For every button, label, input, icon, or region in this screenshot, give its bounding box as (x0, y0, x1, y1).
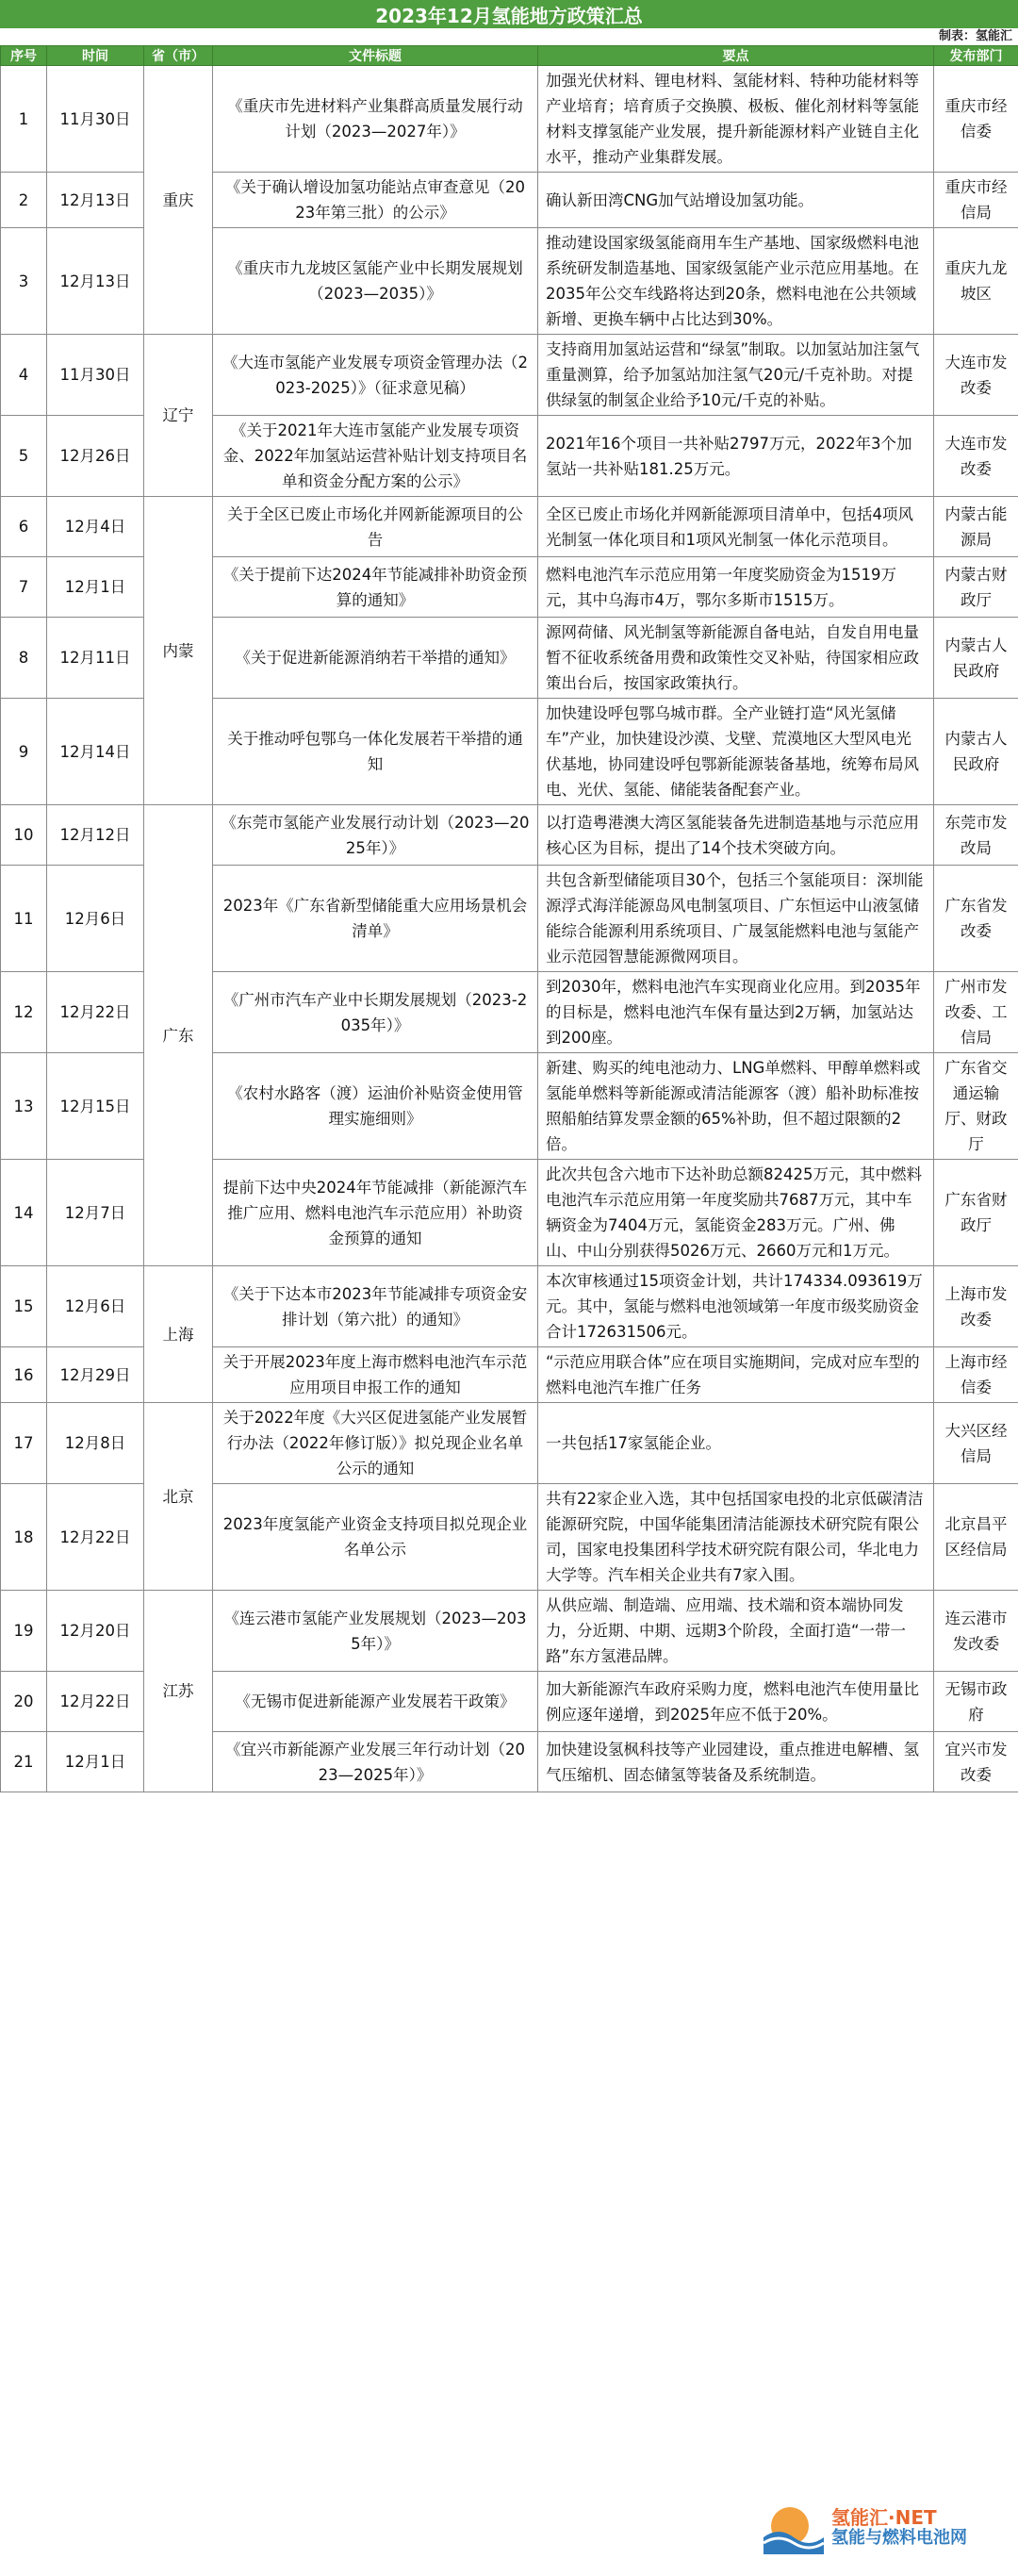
key-points: 从供应端、制造端、应用端、技术端和资本端协同发力，分近期、中期、远期3个阶段，全面打造“一带一路”东方氢港品牌。 (538, 1591, 934, 1672)
row-date: 12月13日 (47, 228, 144, 335)
row-number: 1 (1, 66, 47, 173)
issuing-department: 重庆九龙坡区 (934, 228, 1018, 335)
table-body (1, 66, 1018, 1792)
row-date: 12月6日 (47, 866, 144, 972)
header-date: 时间 (47, 46, 144, 66)
header-dept: 发布部门 (934, 46, 1018, 66)
key-points: 推动建设国家级氢能商用车生产基地、国家级燃料电池系统研发制造基地、国家级氢能产业示范应用基地。在2035年公交车线路将达到20条，燃料电池在公共领域新增、更换车辆中占比达到30%。 (538, 228, 934, 335)
table-row (1, 335, 1018, 416)
province-cell: 上海 (144, 1266, 213, 1403)
document-title: 《重庆市先进材料产业集群高质量发展行动计划（2023—2027年）》 (213, 66, 538, 173)
document-title: 《大连市氢能产业发展专项资金管理办法（2023-2025）》（征求意见稿） (213, 335, 538, 416)
row-number: 5 (1, 416, 47, 497)
document-title: 《东莞市氢能产业发展行动计划（2023—2025年）》 (213, 805, 538, 866)
wave-logo-icon (760, 2500, 826, 2556)
key-points: 到2030年，燃料电池汽车实现商业化应用。到2035年的目标是，燃料电池汽车保有量达到2万辆，加氢站达到200座。 (538, 972, 934, 1053)
document-title: 关于全区已废止市场化并网新能源项目的公告 (213, 497, 538, 557)
row-date: 12月4日 (47, 497, 144, 557)
key-points: 新建、购买的纯电池动力、LNG单燃料、甲醇单燃料或氢能单燃料等新能源或清洁能源客（渡）船补助标准按照船舶结算发票金额的65%补助，但不超过限额的2倍。 (538, 1053, 934, 1160)
issuing-department: 宜兴市发改委 (934, 1732, 1018, 1792)
policy-table (0, 45, 1018, 1792)
key-points: 共有22家企业入选，其中包括国家电投的北京低碳清洁能源研究院，中国华能集团清洁能源技术研究院有限公司，国家电投集团科学技术研究院有限公司，华北电力大学等。汽车相关企业共有7家入围。 (538, 1484, 934, 1591)
document-title: 2023年《广东省新型储能重大应用场景机会清单》 (213, 866, 538, 972)
key-points: 加强光伏材料、锂电材料、氢能材料、特种功能材料等产业培育；培育质子交换膜、极板、催化剂材料等氢能材料支撑氢能产业发展，提升新能源材料产业链自主化水平，推动产业集群发展。 (538, 66, 934, 173)
row-number: 7 (1, 557, 47, 618)
issuing-department: 无锡市政府 (934, 1672, 1018, 1732)
key-points: 加大新能源汽车政府采购力度，燃料电池汽车使用量比例应逐年递增，到2025年应不低于20%。 (538, 1672, 934, 1732)
issuing-department: 内蒙古财政厅 (934, 557, 1018, 618)
row-number: 16 (1, 1347, 47, 1403)
document-title: 《重庆市九龙坡区氢能产业中长期发展规划（2023—2035）》 (213, 228, 538, 335)
key-points: 燃料电池汽车示范应用第一年度奖励资金为1519万元，其中乌海市4万，鄂尔多斯市1515万。 (538, 557, 934, 618)
key-points: “示范应用联合体”应在项目实施期间，完成对应车型的燃料电池汽车推广任务 (538, 1347, 934, 1403)
row-number: 21 (1, 1732, 47, 1792)
document-title: 关于开展2023年度上海市燃料电池汽车示范应用项目申报工作的通知 (213, 1347, 538, 1403)
province-cell: 内蒙 (144, 497, 213, 805)
document-title: 《关于2021年大连市氢能产业发展专项资金、2022年加氢站运营补贴计划支持项目名单和资金分配方案的公示》 (213, 416, 538, 497)
document-title: 关于推动呼包鄂乌一体化发展若干举措的通知 (213, 699, 538, 805)
table-row (1, 1591, 1018, 1672)
row-date: 12月1日 (47, 557, 144, 618)
key-points: 共包含新型储能项目30个，包括三个氢能项目：深圳能源浮式海洋能源岛风电制氢项目、广东恒运中山液氢储能综合能源利用系统项目、广晟氢能燃料电池与氢能产业示范园智慧能源微网项目。 (538, 866, 934, 972)
header-province: 省（市） (144, 46, 213, 66)
row-number: 15 (1, 1266, 47, 1347)
key-points: 加快建设氢枫科技等产业园建设，重点推进电解槽、氢气压缩机、固态储氢等装备及系统制造。 (538, 1732, 934, 1792)
province-cell: 重庆 (144, 66, 213, 335)
row-number: 8 (1, 618, 47, 699)
issuing-department: 上海市经信委 (934, 1347, 1018, 1403)
row-date: 12月20日 (47, 1591, 144, 1672)
row-number: 3 (1, 228, 47, 335)
row-date: 12月13日 (47, 173, 144, 228)
document-title: 《连云港市氢能产业发展规划（2023—2035年）》 (213, 1591, 538, 1672)
row-date: 12月14日 (47, 699, 144, 805)
row-date: 12月6日 (47, 1266, 144, 1347)
watermark-site: 氢能与燃料电池网 (831, 2528, 967, 2549)
row-number: 17 (1, 1403, 47, 1484)
row-number: 11 (1, 866, 47, 972)
row-number: 10 (1, 805, 47, 866)
document-title: 《广州市汽车产业中长期发展规划（2023-2035年）》 (213, 972, 538, 1053)
document-title: 《宜兴市新能源产业发展三年行动计划（2023—2025年）》 (213, 1732, 538, 1792)
document-title: 《关于下达本市2023年节能减排专项资金安排计划（第六批）的通知》 (213, 1266, 538, 1347)
row-number: 18 (1, 1484, 47, 1591)
key-points: 一共包括17家氢能企业。 (538, 1403, 934, 1484)
key-points: 本次审核通过15项资金计划，共计174334.093619万元。其中，氢能与燃料电池领域第一年度市级奖励资金合计172631506元。 (538, 1266, 934, 1347)
province-cell: 广东 (144, 805, 213, 1266)
key-points: 加快建设呼包鄂乌城市群。全产业链打造“风光氢储车”产业，加快建设沙漠、戈壁、荒漠地区大型风电光伏基地，协同建设呼包鄂新能源装备基地，统筹布局风电、光伏、氢能、储能装备配套产业。 (538, 699, 934, 805)
issuing-department: 广东省交通运输厅、财政厅 (934, 1053, 1018, 1160)
row-date: 12月22日 (47, 1672, 144, 1732)
table-row (1, 497, 1018, 557)
province-cell: 北京 (144, 1403, 213, 1591)
row-number: 20 (1, 1672, 47, 1732)
key-points: 支持商用加氢站运营和“绿氢”制取。以加氢站加注氢气重量测算，给予加氢站加注氢气20元/千克补助。对提供绿氢的制氢企业给予10元/千克的补贴。 (538, 335, 934, 416)
row-number: 19 (1, 1591, 47, 1672)
row-number: 12 (1, 972, 47, 1053)
key-points: 全区已废止市场化并网新能源项目清单中，包括4项风光制氢一体化项目和1项风光制氢一体化示范项目。 (538, 497, 934, 557)
document-title: 2023年度氢能产业资金支持项目拟兑现企业名单公示 (213, 1484, 538, 1591)
document-title: 《农村水路客（渡）运油价补贴资金使用管理实施细则》 (213, 1053, 538, 1160)
issuing-department: 上海市发改委 (934, 1266, 1018, 1347)
issuing-department: 大连市发改委 (934, 416, 1018, 497)
issuing-department: 大连市发改委 (934, 335, 1018, 416)
table-row (1, 66, 1018, 173)
key-points: 确认新田湾CNG加气站增设加氢功能。 (538, 173, 934, 228)
site-watermark (760, 2485, 1014, 2570)
table-header-row (1, 46, 1018, 66)
header-title: 文件标题 (213, 46, 538, 66)
table-row (1, 1266, 1018, 1347)
document-title: 关于2022年度《大兴区促进氢能产业发展暂行办法（2022年修订版）》拟兑现企业名单公示的通知 (213, 1403, 538, 1484)
key-points: 2021年16个项目一共补贴2797万元，2022年3个加氢站一共补贴181.25万元。 (538, 416, 934, 497)
row-number: 6 (1, 497, 47, 557)
row-date: 12月15日 (47, 1053, 144, 1160)
key-points: 源网荷储、风光制氢等新能源自备电站，自发自用电量暂不征收系统备用费和政策性交叉补贴，待国家相应政策出台后，按国家政策执行。 (538, 618, 934, 699)
issuing-department: 广东省财政厅 (934, 1160, 1018, 1266)
key-points: 以打造粤港澳大湾区氢能装备先进制造基地与示范应用核心区为目标，提出了14个技术突破方向。 (538, 805, 934, 866)
key-points: 此次共包含六地市下达补助总额82425万元，其中燃料电池汽车示范应用第一年度奖励共7687万元，其中车辆资金为7404万元，氢能资金283万元。广州、佛山、中山分别获得5026万元、2660万元和1万元。 (538, 1160, 934, 1266)
issuing-department: 大兴区经信局 (934, 1403, 1018, 1484)
issuing-department: 内蒙古人民政府 (934, 618, 1018, 699)
row-date: 11月30日 (47, 335, 144, 416)
row-number: 9 (1, 699, 47, 805)
issuing-department: 内蒙古人民政府 (934, 699, 1018, 805)
province-cell: 江苏 (144, 1591, 213, 1792)
row-date: 12月11日 (47, 618, 144, 699)
row-date: 12月22日 (47, 972, 144, 1053)
table-row (1, 805, 1018, 866)
province-cell: 辽宁 (144, 335, 213, 497)
issuing-department: 重庆市经信委 (934, 66, 1018, 173)
row-date: 12月29日 (47, 1347, 144, 1403)
watermark-brand: 氢能汇·NET (831, 2506, 937, 2530)
issuing-department: 东莞市发改局 (934, 805, 1018, 866)
document-title: 提前下达中央2024年节能减排（新能源汽车推广应用、燃料电池汽车示范应用）补助资金预算的通知 (213, 1160, 538, 1266)
row-date: 12月22日 (47, 1484, 144, 1591)
row-date: 11月30日 (47, 66, 144, 173)
row-date: 12月1日 (47, 1732, 144, 1792)
row-date: 12月7日 (47, 1160, 144, 1266)
page-title: 2023年12月氢能地方政策汇总 (0, 0, 1018, 28)
header-points: 要点 (538, 46, 934, 66)
row-number: 13 (1, 1053, 47, 1160)
row-date: 12月8日 (47, 1403, 144, 1484)
document-title: 《关于提前下达2024年节能减排补助资金预算的通知》 (213, 557, 538, 618)
row-number: 14 (1, 1160, 47, 1266)
document-title: 《无锡市促进新能源产业发展若干政策》 (213, 1672, 538, 1732)
issuing-department: 重庆市经信局 (934, 173, 1018, 228)
table-row (1, 1403, 1018, 1484)
header-no: 序号 (1, 46, 47, 66)
row-number: 4 (1, 335, 47, 416)
issuing-department: 北京昌平区经信局 (934, 1484, 1018, 1591)
issuing-department: 广东省发改委 (934, 866, 1018, 972)
issuing-department: 连云港市发改委 (934, 1591, 1018, 1672)
issuing-department: 广州市发改委、工信局 (934, 972, 1018, 1053)
document-title: 《关于促进新能源消纳若干举措的通知》 (213, 618, 538, 699)
issuing-department: 内蒙古能源局 (934, 497, 1018, 557)
row-date: 12月26日 (47, 416, 144, 497)
row-date: 12月12日 (47, 805, 144, 866)
document-title: 《关于确认增设加氢功能站点审查意见（2023年第三批）的公示》 (213, 173, 538, 228)
maker-credit: 制表：氢能汇 (938, 29, 1012, 43)
row-number: 2 (1, 173, 47, 228)
